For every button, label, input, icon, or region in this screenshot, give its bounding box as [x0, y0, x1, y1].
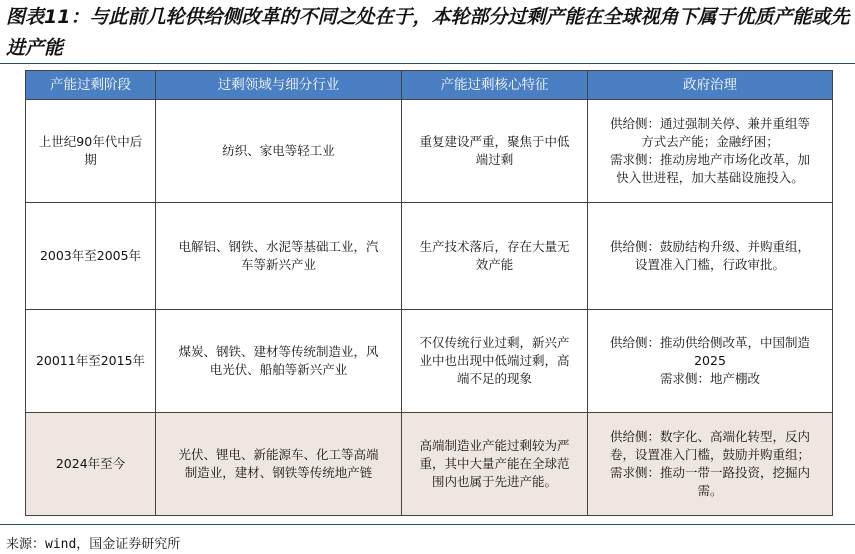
- cell-stage: 上世纪90年代中后 期: [26, 100, 156, 203]
- comparison-table: [25, 70, 833, 516]
- header-industries: 过剩领域与细分行业: [156, 71, 402, 100]
- header-stage: 产能过剩阶段: [26, 71, 156, 100]
- cell-policy: 供给侧：通过强制关停、兼并重组等 方式去产能；金融纾困； 需求侧：推动房地产市场化改革，加 快入世进程，加大基础设施投入。: [588, 100, 833, 203]
- table-header: [26, 71, 833, 100]
- header-features: 产能过剩核心特征: [402, 71, 588, 100]
- figure-title: 图表11：与此前几轮供给侧改革的不同之处在于，本轮部分过剩产能在全球视角下属于优质产能或先进产能: [6, 6, 850, 59]
- cell-policy: 供给侧：数字化、高端化转型，反内 卷，设置准入门槛，鼓励并购重组； 需求侧：推动一带一路投资，挖掘内 需。: [588, 413, 833, 516]
- table-row: [26, 310, 833, 413]
- footer-divider: [0, 524, 855, 525]
- cell-industries: 煤炭、钢铁、建材等传统制造业，风 电光伏、船舶等新兴产业: [156, 310, 402, 413]
- cell-stage: 2024年至今: [26, 413, 156, 516]
- cell-industries: 纺织、家电等轻工业: [156, 100, 402, 203]
- cell-features: 高端制造业产能过剩较为严 重，其中大量产能在全球范 围内也属于先进产能。: [402, 413, 588, 516]
- cell-industries: 电解铝、钢铁、水泥等基础工业，汽 车等新兴产业: [156, 203, 402, 310]
- cell-stage: 20011年至2015年: [26, 310, 156, 413]
- cell-features: 不仅传统行业过剩，新兴产 业中也出现中低端过剩，高 端不足的现象: [402, 310, 588, 413]
- cell-features: 重复建设严重，聚焦于中低 端过剩: [402, 100, 588, 203]
- cell-industries: 光伏、锂电、新能源车、化工等高端 制造业，建材、钢铁等传统地产链: [156, 413, 402, 516]
- cell-stage: 2003年至2005年: [26, 203, 156, 310]
- table-row: [26, 203, 833, 310]
- header-policy: 政府治理: [588, 71, 833, 100]
- table-row: [26, 100, 833, 203]
- cell-policy: 供给侧：推动供给侧改革，中国制造 2025 需求侧：地产棚改: [588, 310, 833, 413]
- title-divider: [0, 63, 855, 64]
- table-row-highlighted: [26, 413, 833, 516]
- source-note: 来源：wind，国金证券研究所: [6, 537, 181, 552]
- cell-policy: 供给侧：鼓励结构升级、并购重组， 设置准入门槛，行政审批。: [588, 203, 833, 310]
- cell-features: 生产技术落后，存在大量无 效产能: [402, 203, 588, 310]
